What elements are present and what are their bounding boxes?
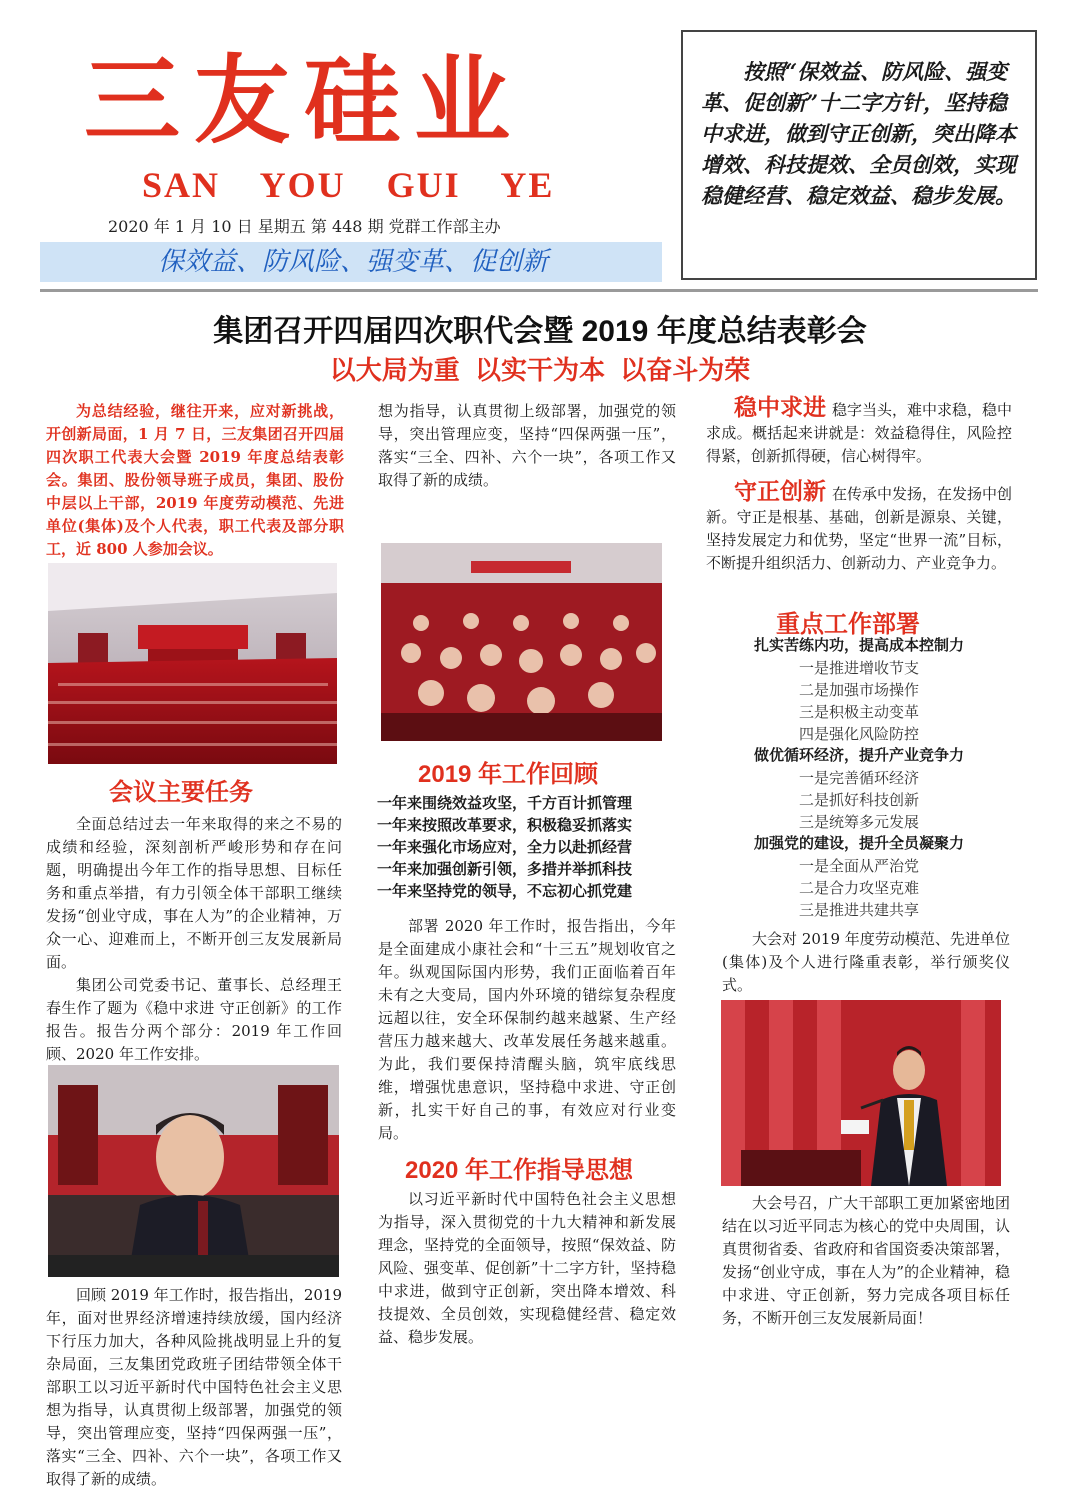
review-paragraph: 回顾 2019 年工作时，报告指出，2019 年，面对世界经济增速持续放缓，国内经济下行压力加大，各种风险挑战明显上升的复杂局面，三友集团党政班子团结带领全体干部职工以习近平新时代中国特色社会主义思想为指导，认真贯彻上级部署，加强党的领导，突出管理应变，坚持“四保两强一压”，落实“三全、四补、六个一块”，各项工作又取得了新的成绩。 [46, 1286, 342, 1488]
plan-item: 一是完善循环经济 [798, 769, 919, 787]
plan-heading: 重点工作部署 [776, 611, 920, 638]
guide-body [378, 1188, 676, 1349]
plan-item: 四是强化风险防控 [798, 725, 919, 743]
plan-group-1-title: 扎实苦练内功，提高成本控制力 [753, 637, 964, 654]
slogan-bar: 保效益、防风险、强变革、促创新 [40, 242, 662, 282]
motto-text: 按照“保效益、防风险、强变革、促创新”十二字方针，坚持稳中求进，做到守正创新，突出降本增效、科技提效、全员创效，实现稳健经营、稳定效益、稳步发展。 [701, 59, 1016, 208]
award-paragraph: 大会对 2019 年度劳动模范、先进单位(集体)及个人进行隆重表彰，举行颁奖仪式。 [722, 930, 1010, 994]
innovation-block [706, 480, 1012, 575]
plan-item: 三是积极主动变革 [798, 703, 919, 721]
guide-heading: 2020 年工作指导思想 [405, 1157, 634, 1184]
review-item-5: 一年来坚持党的领导，不忘初心抓党建 [377, 883, 633, 900]
steady-block [706, 396, 1012, 468]
plan-item: 一是推进增收节支 [798, 659, 919, 677]
deploy-body [378, 915, 676, 1145]
steady-heading: 稳中求进 [734, 394, 826, 420]
plan-list [706, 635, 1012, 921]
closing-body [722, 1192, 1010, 1330]
review-item-4: 一年来加强创新引领，多措并举抓科技 [377, 861, 633, 878]
review-item-2: 一年来按照改革要求，积极稳妥抓落实 [377, 817, 633, 834]
review-item-3: 一年来强化市场应对，全力以赴抓经营 [377, 839, 633, 856]
plan-group-3-title: 加强党的建设，提升全员凝聚力 [753, 835, 964, 852]
closing-paragraph: 大会号召，广大干部职工更加紧密地团结在以习近平同志为核心的党中央周围，认真贯彻省委、省政府和省国资委决策部署，发扬“创业守成，事在人为”的企业精神，稳中求进、守正创新，努力完成各项目标任务，不断开创三友发展新局面！ [722, 1194, 1010, 1327]
article-headline: 集团召开四届四次职代会暨 2019 年度总结表彰会 [213, 315, 867, 348]
plan-item: 一是全面从严治党 [798, 857, 919, 875]
review-intro [46, 1284, 342, 1491]
speaker-photo [48, 1065, 339, 1277]
steady-text: 稳字当头，难中求稳，稳中求成。概括起来讲就是：效益稳得住，风险控得紧，创新抓得硬，信心树得牢。 [706, 401, 1013, 465]
tasks-paragraph-1: 全面总结过去一年来取得的来之不易的成绩和经验，深刻剖析严峻形势和存在问题，明确提出今年工作的指导思想、目标任务和重点举措，有力引领全体干部职工继续发扬“创业守成，事在人为”的企业精神，万众一心、迎难而上，不断开创三友发展新局面。 [46, 815, 342, 971]
review-continued-text: 想为指导，认真贯彻上级部署，加强党的领导，突出管理应变，坚持“四保两强一压”，落实“三全、四补、六个一块”，各项工作又取得了新的成绩。 [378, 402, 676, 489]
article-subheadline: 以大局为重 以实干为本 以奋斗为荣 [329, 355, 751, 385]
deploy-paragraph: 部署 2020 年工作时，报告指出，今年是全面建成小康社会和“十三五”规划收官之年。纵观国际国内形势，我们正面临着百年未有之大变局，国内外环境的错综复杂程度远超以往，安全环保制约越来越紧、生产经营压力越来越大、改革发展任务越来越重。为此，我们要保持清醒头脑，筑牢底线思维，增强忧患意识，坚持稳中求进、守正创新，扎实干好自己的事，有效应对行业变局。 [378, 917, 676, 1142]
review-heading: 2019 年工作回顾 [418, 761, 599, 788]
masthead-pinyin: SAN YOU GUI YE [142, 165, 555, 205]
plan-group-2-title: 做优循环经济，提升产业竞争力 [753, 747, 964, 764]
motto-box [681, 30, 1037, 280]
plan-item: 二是合力攻坚克难 [798, 879, 919, 897]
plan-item: 二是加强市场操作 [798, 681, 919, 699]
guide-paragraph: 以习近平新时代中国特色社会主义思想为指导，深入贯彻党的十九大精神和新发展理念，坚持党的全面领导，按照“保效益、防风险、强变革、促创新”十二字方针，坚持稳中求进，做到守正创新，突出降本增效、科技提效、全员创效，实现稳健经营、稳定效益、稳步发展。 [378, 1190, 676, 1346]
plan-item: 三是统筹多元发展 [798, 813, 919, 831]
plan-item: 三是推进共建共享 [798, 901, 919, 919]
masthead-divider [40, 289, 1038, 292]
tasks-heading: 会议主要任务 [109, 779, 253, 806]
tasks-paragraph-2: 集团公司党委书记、董事长、总经理王春生作了题为《稳中求进 守正创新》的工作报告。报告分两个部分：2019 年工作回顾、2020 年工作安排。 [46, 976, 342, 1063]
review-list [377, 793, 677, 903]
conference-hall-photo [48, 563, 337, 764]
delegates-photo [381, 543, 662, 741]
tasks-body [46, 813, 342, 1066]
plan-item: 二是抓好科技创新 [798, 791, 919, 809]
award-body [722, 928, 1010, 997]
podium-photo [721, 1000, 1001, 1186]
review-continued-mask [378, 400, 676, 538]
article-lead: 为总结经验，继往开来，应对新挑战，开创新局面，1 月 7 日，三友集团召开四届四次职工代表大会暨 2019 年度总结表彰会。集团、股份领导班子成员，集团、股份中层以上干部，2019 年度劳动模范、先进单位(集体)及个人代表，职工代表及部分职工，近 800 人参加会议。 [46, 402, 344, 558]
innovation-text: 在传承中发扬，在发扬中创新。守正是根基、基础，创新是源泉、关键，坚持发展定力和优势，坚定“世界一流”目标，不断提升组织活力、创新动力、产业竞争力。 [706, 485, 1013, 572]
review-item-1: 一年来围绕效益攻坚，千方百计抓管理 [377, 795, 633, 812]
innovation-heading: 守正创新 [734, 478, 826, 504]
issue-line: 2020 年 1 月 10 日 星期五 第 448 期 党群工作部主办 [108, 217, 501, 236]
masthead-title: 三友硅业 [84, 44, 524, 157]
